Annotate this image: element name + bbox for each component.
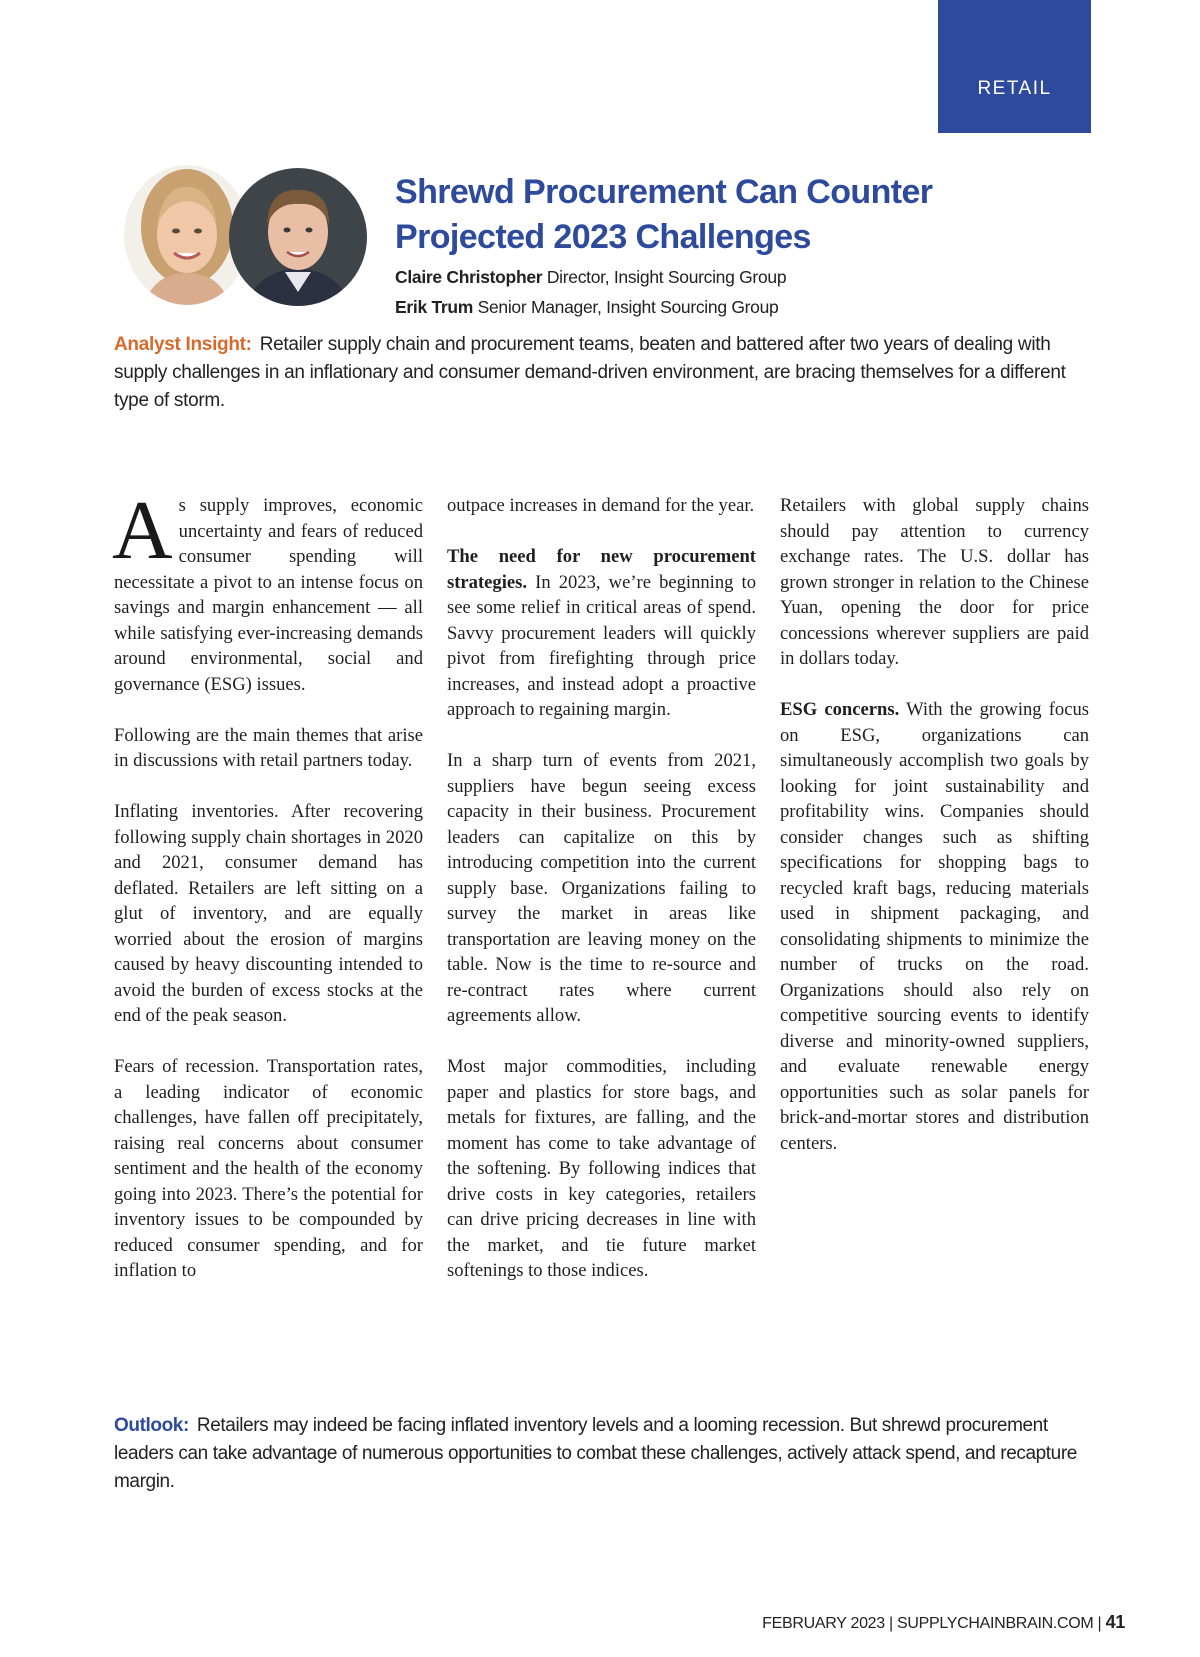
- paragraph-text: In 2023, we’re beginning to see some relief in critical areas of spend. Savvy procurement leaders will quickly pivot from firefighting through price increases, and instead adopt a proactive approach to regaining margin.: [447, 571, 756, 720]
- paragraph: In a sharp turn of events from 2021, suppliers have begun seeing excess capacity in their business. Procurement leaders can capitalize on this by introducing competition into the current supply base. Organizations failing to survey the market in areas like transportation are leaving money on the table. Now is the time to re-source and re-contract rates where current agreements allow.: [447, 750, 756, 1026]
- drop-cap: A: [112, 484, 173, 577]
- body-column-1: [112, 484, 423, 1309]
- footer-issue: FEBRUARY 2023 | SUPPLYCHAINBRAIN.COM |: [762, 1615, 1102, 1632]
- paragraph-text: With the growing focus on ESG, organizations can simultaneously accomplish two goals by looking for joint sustainability and profitability wins. Companies should consider changes such as shifting specifications for shopping bags to recycled kraft bags, reducing materials used in shipment packaging, and consolidating shipments to minimize the number of trucks on the road. Organizations should also rely on competitive sourcing events to identify diverse and minority-owned suppliers, and evaluate renewable energy opportunities such as solar panels for brick-and-mortar stores and distribution centers.: [780, 699, 1090, 1154]
- author-photo-erik: [229, 168, 367, 306]
- subhead: The need for new procurement strategies.: [447, 546, 756, 593]
- section-tab: RETAIL: [938, 0, 1091, 133]
- outlook-label: Outlook:: [114, 1415, 189, 1436]
- page-footer: [762, 1612, 1125, 1633]
- paragraph: [780, 697, 1089, 1156]
- paragraph: [112, 484, 423, 697]
- page-number: 41: [1105, 1612, 1125, 1632]
- outlook: [114, 1412, 1099, 1496]
- paragraph: Retailers with global supply chains should pay attention to currency exchange rates. The U.S. dollar has grown stronger in relation to the Chinese Yuan, opening the door for price concessions wherever suppliers are paid in dollars today.: [780, 495, 1089, 669]
- paragraph: Most major commodities, including paper and plastics for store bags, and metals for fixtures, are falling, and the moment has come to take advantage of the softening. By following indices that drive costs in key categories, retailers can drive pricing decreases in line with the market, and tie future market softenings to those indices.: [447, 1056, 756, 1281]
- analyst-insight-text: Retailer supply chain and procurement teams, beaten and battered after two years of dealing with supply challenges in an inflationary and consumer demand-driven environment, are bracing themselves for a different type of storm.: [114, 334, 1066, 411]
- author-line-2: [395, 297, 778, 318]
- paragraph: Inflating inventories. After recovering following supply chain shortages in 2020 and 2021, consumer demand has deflated. Retailers are left sitting on a glut of inventory, and are equally worried about the erosion of margins caused by heavy discounting intended to avoid the burden of excess stocks at the end of the peak season.: [114, 801, 423, 1026]
- paragraph: Fears of recession. Transportation rates, a leading indicator of economic challenges, have fallen off precipitately, raising real concerns about consumer sentiment and the health of the economy going into 2023. There’s the potential for inventory issues to be compounded by reduced consumer spending, and for inflation to: [114, 1056, 423, 1281]
- article-title: Shrewd Procurement Can Counter Projected 2023 Challenges: [395, 173, 933, 256]
- paragraph: outpace increases in demand for the year.: [447, 495, 755, 516]
- body-column-2: [447, 493, 756, 1309]
- subhead: ESG concerns.: [780, 699, 900, 720]
- paragraph: Following are the main themes that arise in discussions with retail partners today.: [114, 724, 423, 771]
- author-name: Erik Trum: [395, 297, 474, 317]
- paragraph-text: s supply improves, economic uncertainty and fears of reduced consumer spending will necessitate a pivot to an intense focus on savings and margin enhancement — all while satisfying ever-increasing demands around environmental, social and governance (ESG) issues.: [114, 495, 423, 695]
- author-line-1: [395, 267, 786, 288]
- paragraph: [447, 544, 756, 723]
- body-column-3: [780, 493, 1089, 1182]
- outlook-text: Retailers may indeed be facing inflated inventory levels and a looming recession. But shrewd procurement leaders can take advantage of numerous opportunities to combat these challenges, actively attack spend, and recapture margin.: [114, 1415, 1077, 1492]
- author-role: Director, Insight Sourcing Group: [546, 267, 787, 287]
- analyst-insight: [114, 331, 1094, 415]
- analyst-insight-label: Analyst Insight:: [114, 334, 252, 355]
- author-name: Claire Christopher: [395, 267, 543, 287]
- author-role: Senior Manager, Insight Sourcing Group: [477, 297, 779, 317]
